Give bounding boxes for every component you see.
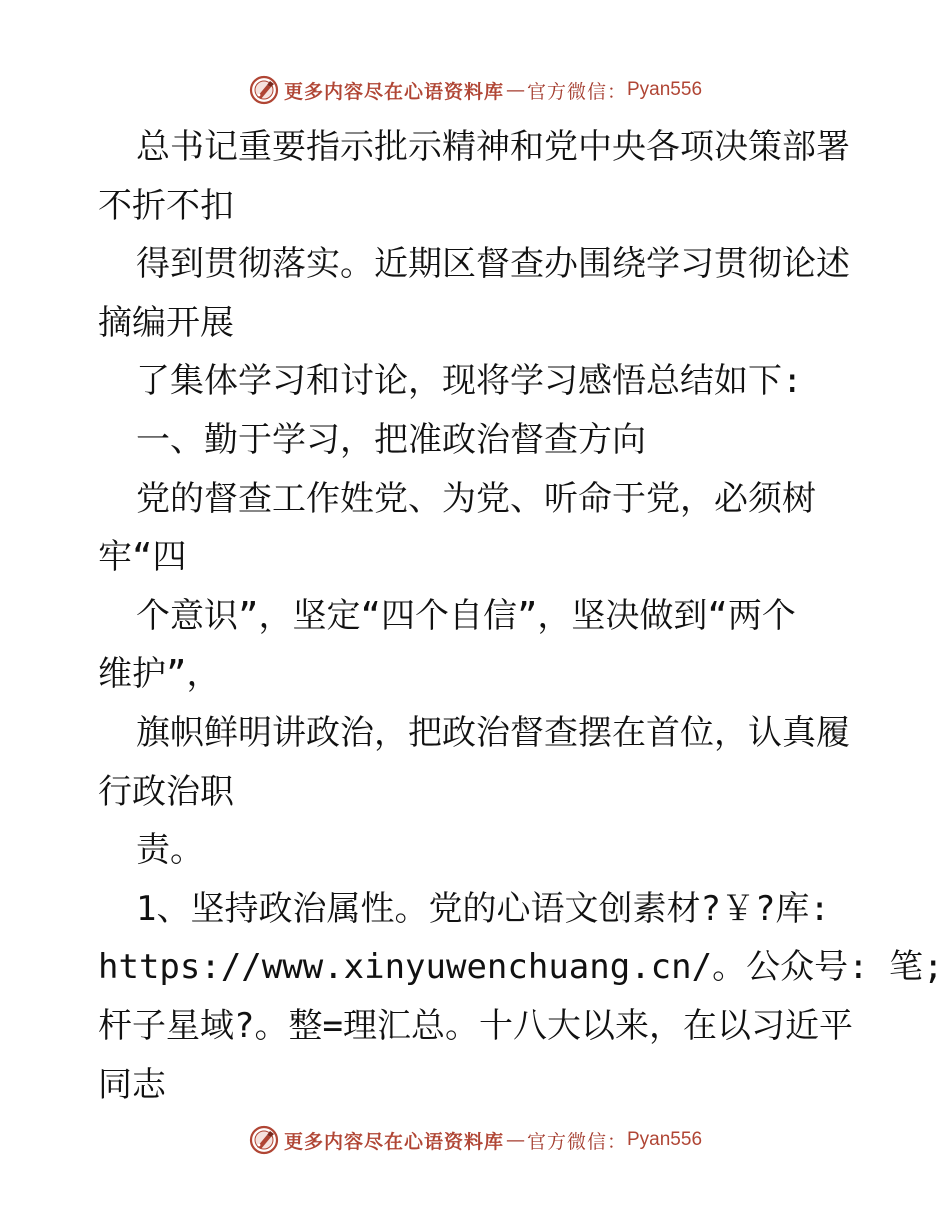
watermark-brand: 更多内容尽在心语资料库 — [283, 80, 504, 103]
text-line: 同志 — [98, 1064, 166, 1105]
pen-nib-seal-icon — [248, 74, 280, 106]
text-line: 得到贯彻落实。近期区督查办围绕学习贯彻论述 — [136, 244, 850, 285]
watermark-wechat-label: 官方微信： — [526, 80, 627, 103]
text-line: 杆子星域?。整=理汇总。十八大以来，在以习近平 — [98, 1005, 853, 1046]
text-line: https://www.xinyuwenchuang.cn/。公众号: 笔; — [98, 947, 944, 988]
text-line: 责。 — [136, 830, 204, 871]
pen-nib-seal-icon — [248, 1124, 280, 1156]
text-line: 不折不扣 — [98, 185, 234, 226]
text-line: 了集体学习和讨论，现将学习感悟总结如下: — [136, 361, 803, 402]
document-body — [98, 118, 944, 1114]
text-line: 维护”， — [98, 654, 221, 695]
watermark-brand: 更多内容尽在心语资料库 — [283, 1130, 504, 1153]
watermark-dash: — — [505, 79, 525, 101]
text-line: 摘编开展 — [98, 302, 234, 343]
text-line: 牢“四 — [98, 537, 187, 578]
text-line: 总书记重要指示批示精神和党中央各项决策部署 — [136, 127, 850, 167]
header-watermark — [0, 70, 950, 110]
watermark-wechat-label: 官方微信： — [526, 1130, 627, 1153]
text-line: 1、坚持政治属性。党的心语文创素材?￥?库: — [136, 888, 830, 929]
text-line: 党的督查工作姓党、为党、听命于党，必须树 — [136, 478, 816, 519]
text-line: 个意识”，坚定“四个自信”，坚决做到“两个 — [136, 595, 796, 636]
watermark-dash: — — [505, 1129, 525, 1151]
text-line: 旗帜鲜明讲政治，把政治督查摆在首位，认真履 — [136, 712, 850, 753]
text-line: 行政治职 — [98, 771, 234, 812]
watermark-account: Pyan556 — [627, 1129, 703, 1150]
watermark-account: Pyan556 — [627, 79, 703, 100]
footer-watermark — [0, 1120, 950, 1160]
section-heading: 一、勤于学习，把准政治督查方向 — [136, 419, 646, 460]
